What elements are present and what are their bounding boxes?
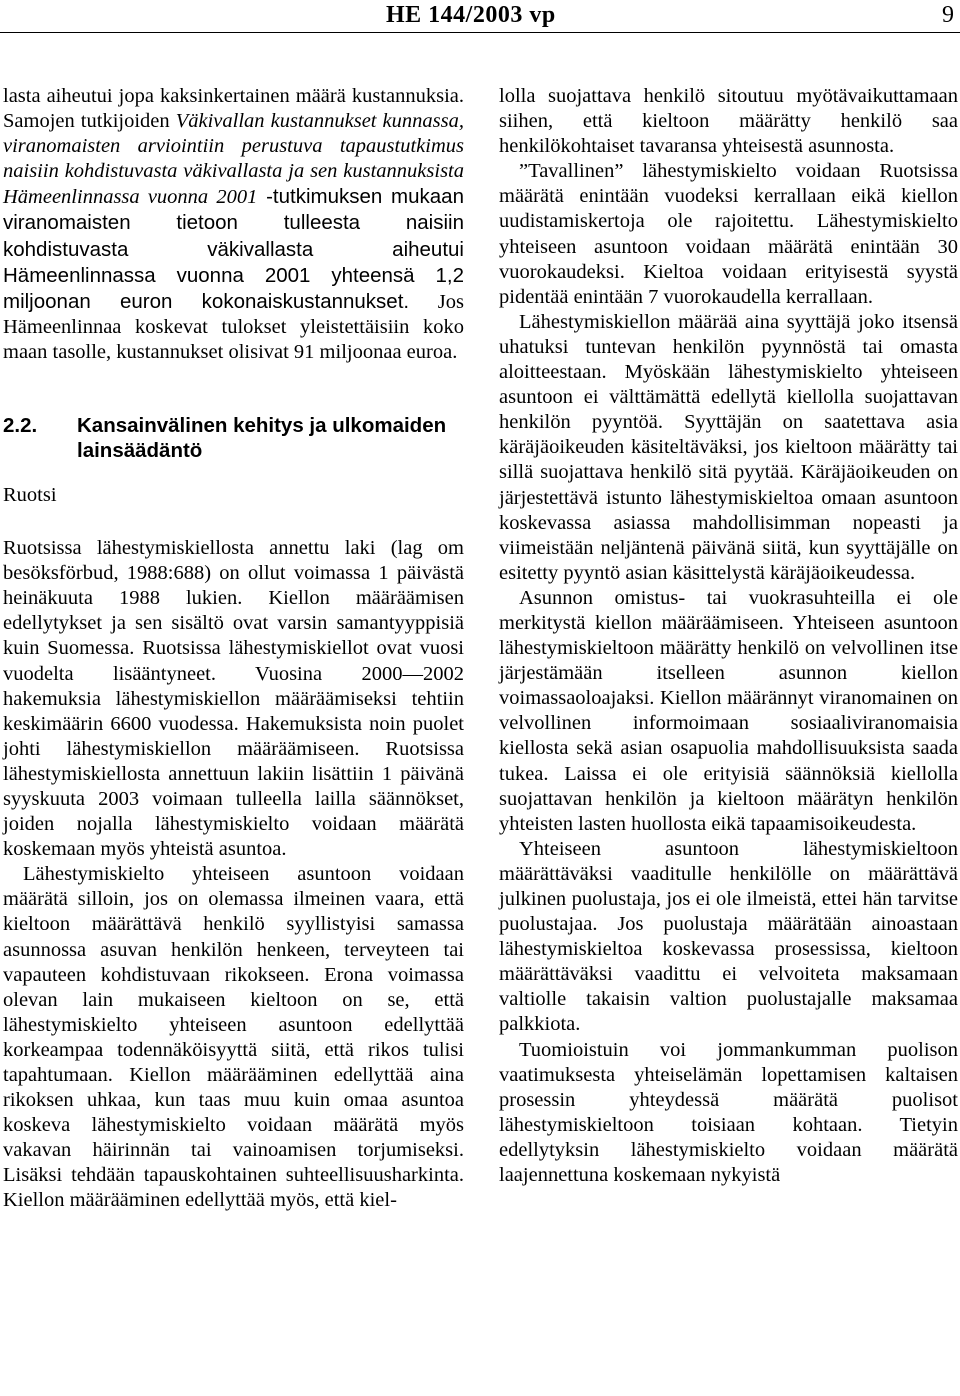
paragraph-sweden-law: Ruotsissa lähestymiskiellosta annettu laki (lag om besöksförbud, 1988:688) on ollut voimassa 1 päivästä heinäkuuta 1988 lukien. Kiellon määräämisen edellytykset ja sen sisältö ovat varsin samantyyppisiä kuin Suomessa. Ruotsissa lähestymiskiellot ovat vuosi vuodelta lisääntyneet. Vuosina 2000—2002 hakemuksia lähestymiskiellon määräämiseksi tehtiin keskimäärin 6600 vuodessa. Hakemuksista noin puolet johti lähestymiskiellon määräämiseen. Ruotsissa lähestymiskiellosta annettuun lakiin lisättiin 1 päivänä syyskuuta 2003 voimaan tulleella lailla säännökset, joiden nojalla lähestymiskielto voidaan määrätä koskemaan myös yhteistä asuntoa. [3, 537, 464, 861]
right-column [499, 84, 958, 1188]
paragraph-ban-duration: ”Tavallinen” lähestymiskielto voidaan Ruotsissa määrätä enintään vuodeksi kerrallaan eikä kiellon uudistamiskertoja ole rajoitettu. Lähestymiskielto yhteiseen asuntoon voidaan määrätä enintään 30 vuorokaudeksi. Kieltoa voidaan erityisestä syystä pidentää enintään 7 vuorokaudella kerrallaan. [499, 160, 958, 308]
section-heading [3, 413, 464, 463]
paragraph-prosecutor: Lähestymiskiellon määrää aina syyttäjä joko itsensä uhatuksi tuntevan henkilön pyynnöstä tai omasta aloitteestaan. Myöskään lähestymiskielto yhteiseen asuntoon ei välttämättä edellytä kiellolla suojattavan henkilön pyyntöä. Syyttäjän on saatettava asia käräjäoikeuden käsiteltäväksi, jos kieltoon määrätty tai sillä suojattava henkilö sitä pyytää. Käräjäoikeuden on järjestettävä istunto lähestymiskieltoa omaan asuntoon koskevassa asiassa mahdollisimman nopeasti ja viimeistään neljäntenä päivänä siitä, kun syyttäjälle on esitetty pyyntö asian käsittelystä käräjäoikeudessa. [499, 310, 958, 584]
section-number: 2.2. [3, 414, 38, 438]
paragraph-costs [3, 84, 464, 365]
paragraph-shared-home-ban: Lähestymiskielto yhteiseen asuntoon voidaan määrätä silloin, jos on olemassa ilmeinen vaara, että kieltoon määrättävä henkilö syyllistyisi samassa asunnossa asuvan henkilön henkeen, terveyteen tai vapauteen kohdistuvaan rikokseen. Erona voimassa olevan lain mukaiseen kieltoon on se, että lähestymiskielto yhteiseen asuntoon edellyttää korkeampaa todennäköisyyttä siitä, että rikos tulisi tapahtumaan. Kiellon määrääminen edellyttää aina rikoksen uhkaa, kun taas muu kuin omaa asuntoa koskeva lähestymiskielto voidaan määrätä myös vakavan häirinnän tai vainoamisen torjumiseksi. Lisäksi tehdään tapauskohtainen suhteellisuusharkinta. Kiellon määrääminen edellyttää myös, että kiel- [3, 863, 464, 1212]
left-column [3, 84, 464, 1214]
study-generalization: Jos Hämeenlinnaa koskevat tulokset yleistettäisiin koko maan tasolle, kustannukset olisivat 91 miljoonaa euroa. [3, 290, 464, 363]
paragraph-court-spouses: Tuomioistuin voi jommankumman puolison vaatimuksesta yhteiselämän lopettamisen kaltaisen prosessin yhteydessä määrätä puolisot lähestymiskieltoon toisiaan kohtaan. Tietyin edellytyksin lähestymiskielto voidaan määrätä laajennettuna koskemaan nykyistä [499, 1038, 958, 1187]
paragraph-costs-lead: lasta aiheutui jopa kaksinkertainen määrä kustannuksia. [3, 85, 464, 107]
paragraph-defence-counsel: Yhteiseen asuntoon lähestymiskieltoon määrättäväksi vaaditulle henkilölle on määrättävä julkinen puolustaja, jos ei ole ilmeistä, ettei hän tarvitse puolustajaa. Jos puolustaja määrätään ainoastaan lähestymiskieltoa koskevassa prosessissa, kieltoon määrättäväksi vaadittu ei velvoiteta maksamaan valtiolle takaisin valtion puolustajalle maksamaa palkkiota. [499, 837, 958, 1036]
header-divider [0, 32, 960, 33]
subheading-sweden: Ruotsi [3, 484, 57, 507]
study-intro: Samojen tutkijoiden [3, 110, 176, 133]
page-header [0, 0, 960, 30]
page-number: 9 [942, 2, 954, 28]
paragraph-belongings: lolla suojattava henkilö sitoutuu myötävaikuttamaan siihen, että kieltoon määrätty henkilö saa henkilökohtaiset tavaransa yhteisestä asunnosta. [499, 85, 958, 158]
study-title: Väkivallan kustannukset kunnassa, viranomaisten arviointiin perustuva tapaustutkimus naisiin kohdistuvasta väkivallasta ja sen kustannuksista Hämeenlinnassa vuonna 2001 [3, 110, 464, 209]
study-findings: -tutkimuksen mukaan viranomaisten tietoon tulleesta naisiin kohdistuvasta väkivallasta aiheutui Hämeenlinnassa vuonna 2001 yhteensä 1,2 miljoonan euron kokonaiskustannukset. [3, 185, 464, 313]
section-title: Kansainvälinen kehitys ja ulkomaiden lainsäädäntö [77, 414, 447, 463]
paragraph-housing: Asunnon omistus- tai vuokrasuhteilla ei ole merkitystä kiellon määräämiseen. Yhteiseen asuntoon lähestymiskieltoon määrätty henkilö on velvollinen itse järjestämään itselleen asunnon kiellon voimassaoloajaksi. Kiellon määrännyt viranomainen on velvollinen informoimaan sosiaaliviranomaisia kiellosta sekä asian osapuolia mahdollisuuksista saada tukea. Laissa ei ole erityisiä säännöksiä kiellolla suojattavan henkilön ja kieltoon määrätyn henkilön yhteisten lasten huollosta eikä tapaamisoikeudesta. [499, 586, 958, 835]
document-reference: HE 144/2003 vp [386, 2, 556, 28]
